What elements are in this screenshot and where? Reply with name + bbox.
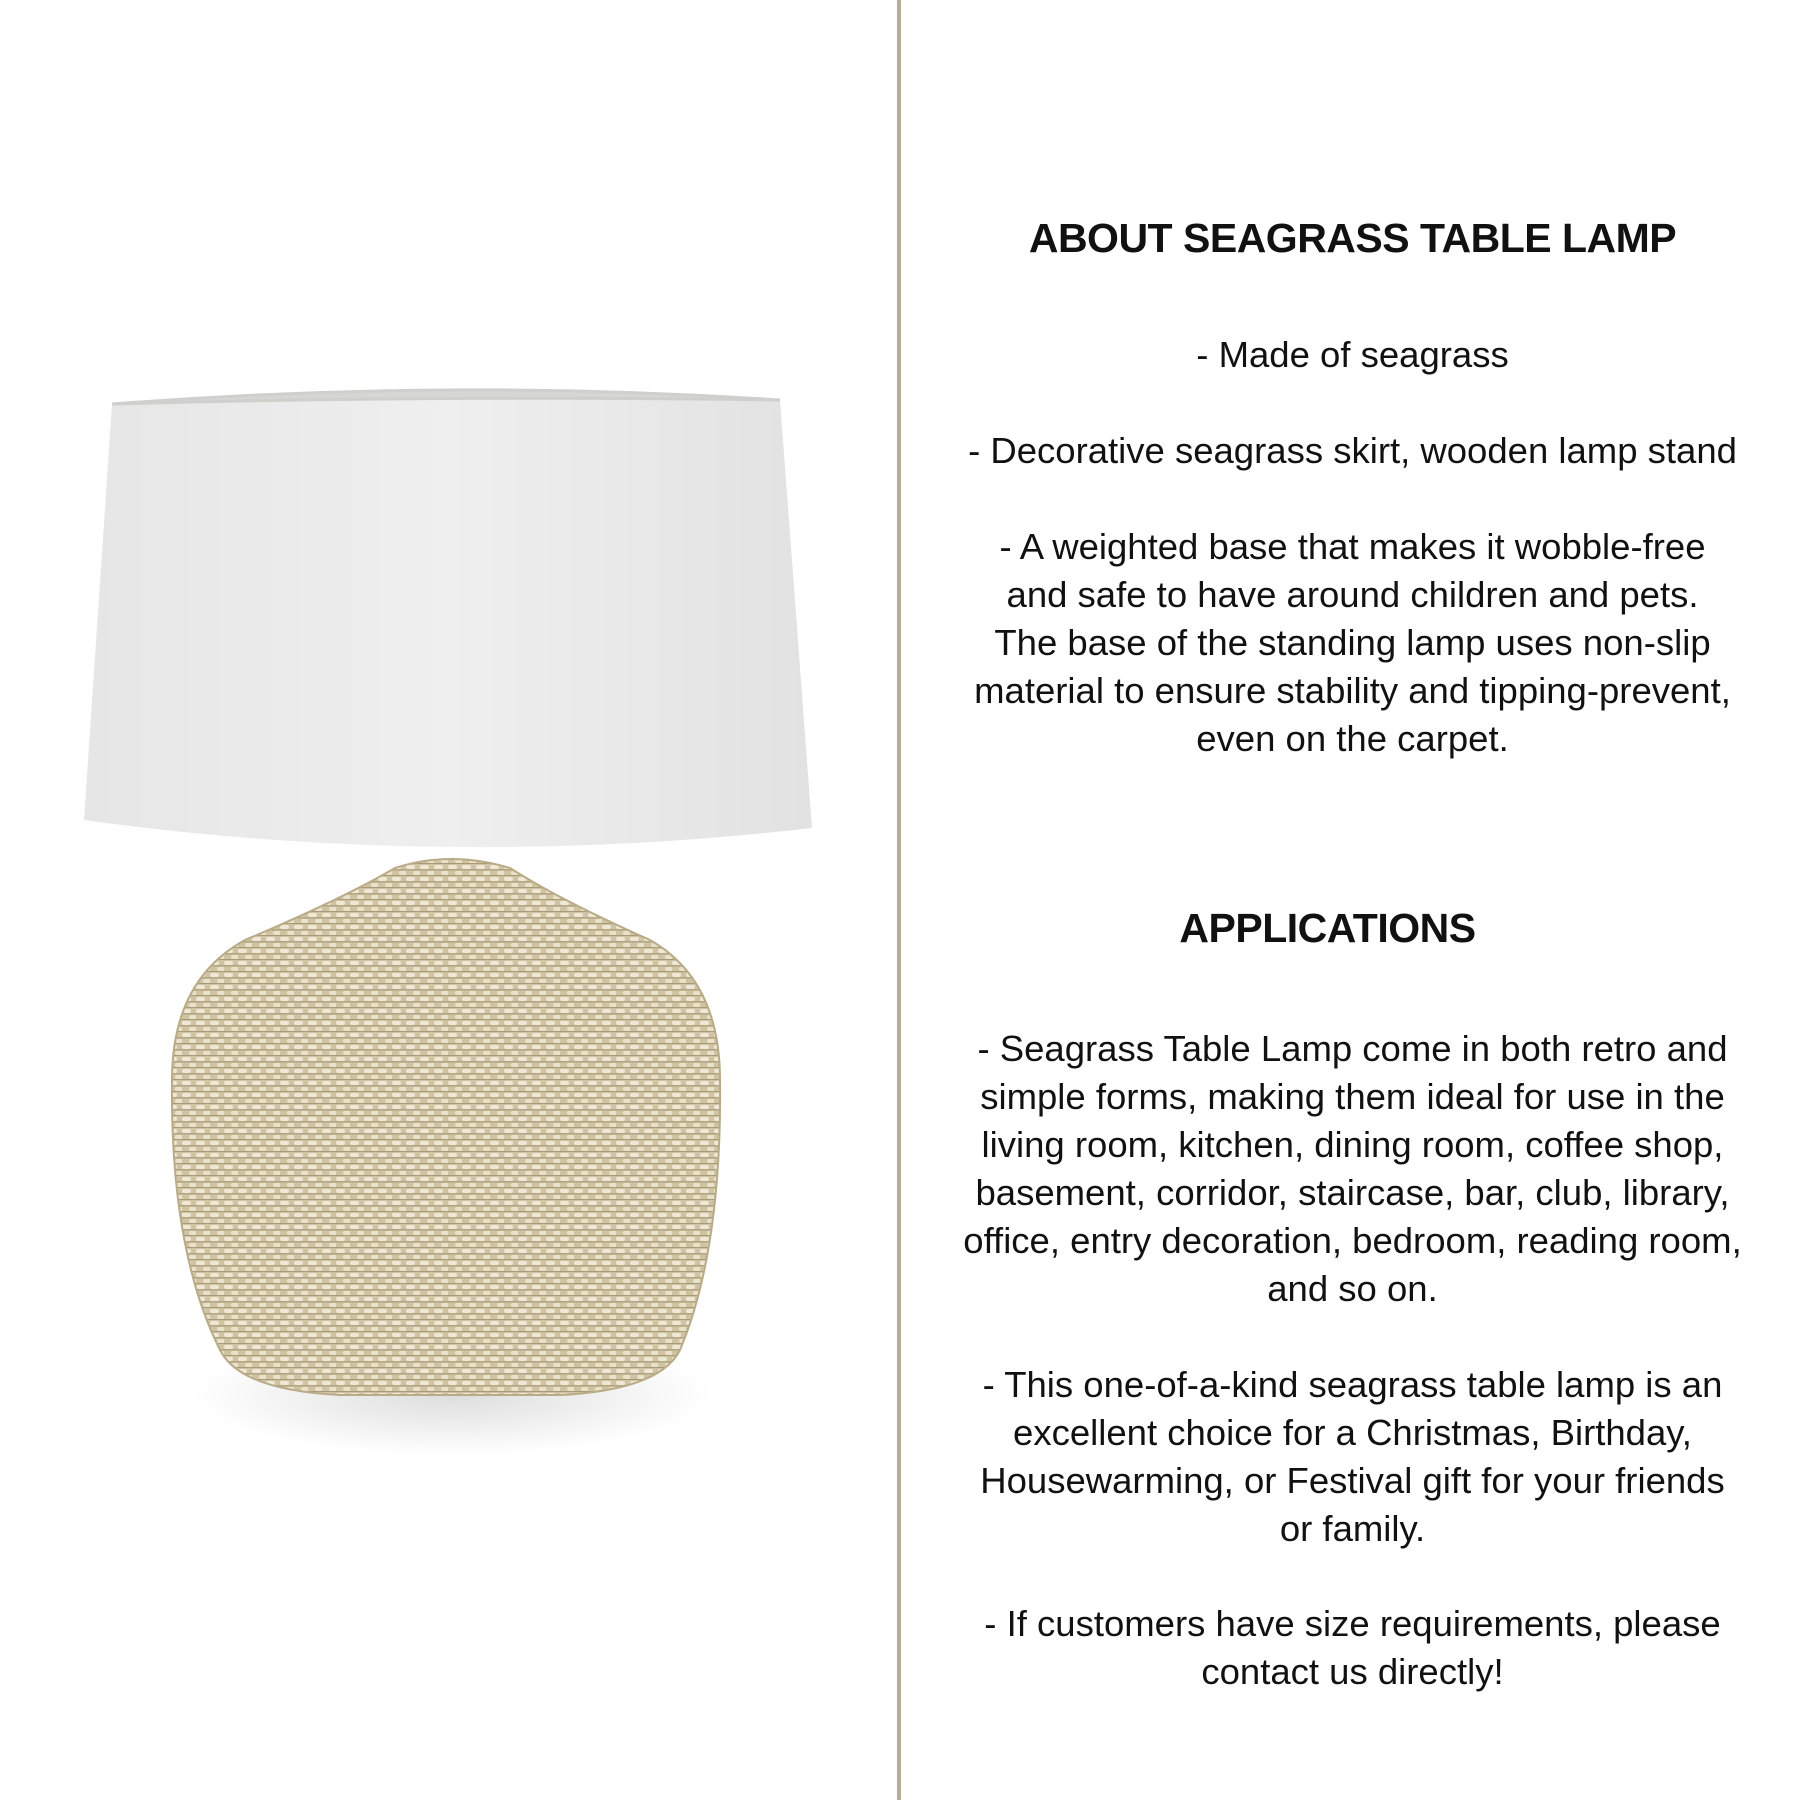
text-line: - A weighted base that makes it wobble-free [999, 526, 1706, 567]
about-item-skirt [905, 427, 1800, 475]
lamp-base [172, 859, 720, 1395]
text-line: Housewarming, or Festival gift for your friends [980, 1460, 1725, 1501]
about-heading: ABOUT SEAGRASS TABLE LAMP [1028, 215, 1677, 261]
text-line: living room, kitchen, dining room, coffee shop, [981, 1124, 1724, 1165]
text-line: excellent choice for a Christmas, Birthday, [1013, 1412, 1692, 1453]
text-line: - Decorative seagrass skirt, wooden lamp stand [968, 430, 1737, 471]
lamp-shade [84, 390, 812, 847]
text-line: - This one-of-a-kind seagrass table lamp is an [982, 1364, 1723, 1405]
text-line: The base of the standing lamp uses non-slip [994, 622, 1711, 663]
text-line: contact us directly! [1201, 1651, 1504, 1692]
applications-heading: APPLICATIONS [1179, 905, 1476, 951]
text-line: - Seagrass Table Lamp come in both retro and [977, 1028, 1728, 1069]
about-item-weighted-base [905, 523, 1800, 763]
text-line: and safe to have around children and pets. [1006, 574, 1699, 615]
text-line: simple forms, making them ideal for use in the [980, 1076, 1725, 1117]
text-line: material to ensure stability and tipping-prevent, [974, 670, 1731, 711]
text-line: basement, corridor, staircase, bar, club, library, [975, 1172, 1730, 1213]
applications-item-contact [905, 1600, 1800, 1696]
column-divider [897, 0, 901, 1800]
text-line: office, entry decoration, bedroom, reading room, [963, 1220, 1742, 1261]
applications-item-gift [905, 1361, 1800, 1553]
lamp-product-image [0, 0, 897, 1800]
text-line: - Made of seagrass [1196, 334, 1509, 375]
about-item-material [905, 331, 1800, 379]
text-line: and so on. [1267, 1268, 1438, 1309]
text-line: - If customers have size requirements, please [984, 1603, 1721, 1644]
text-line: or family. [1279, 1508, 1426, 1549]
text-line: even on the carpet. [1196, 718, 1509, 759]
applications-item-rooms [905, 1025, 1800, 1313]
